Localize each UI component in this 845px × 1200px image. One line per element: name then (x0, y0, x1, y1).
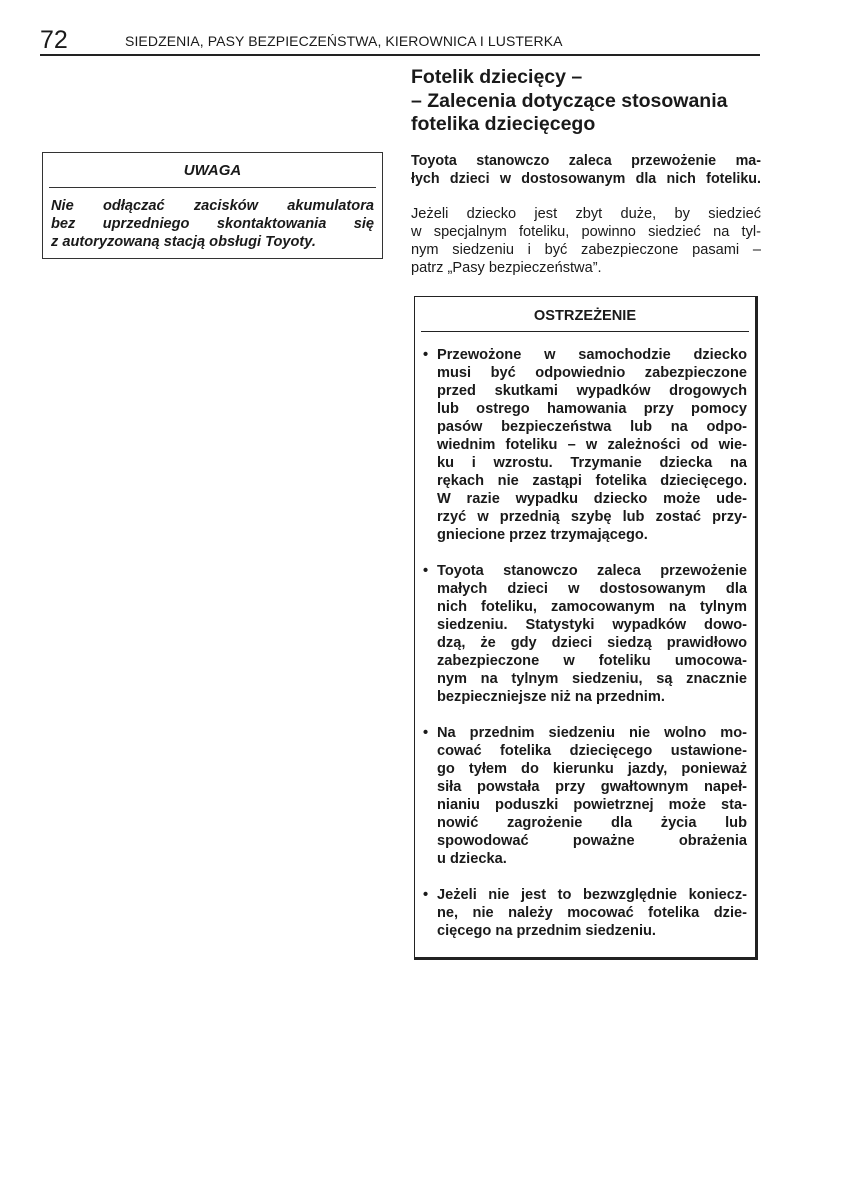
warning-item (423, 886, 747, 940)
warning-line: dzą, że gdy dzieci siedzą prawidłowo (437, 635, 747, 651)
warning-line: musi być odpowiednio zabezpieczone (437, 365, 747, 381)
warning-item (423, 724, 747, 868)
warning-heading: OSTRZEŻENIE (421, 305, 749, 332)
warning-line: gniecione przez trzymającego. (437, 527, 648, 543)
note-line: bez uprzedniego skontaktowania się (51, 216, 374, 232)
warning-line: rękach nie zastąpi fotelika dziecięcego. (437, 473, 747, 489)
note-text (51, 197, 374, 251)
note-heading: UWAGA (49, 161, 376, 188)
body-line: nym siedzeniu i być zabezpieczone pasami – (411, 242, 761, 258)
body-line: Jeżeli dziecko jest zbyt duże, by siedzieć (411, 206, 761, 222)
body-line: w specjalnym foteliku, powinno siedzieć na tyl- (411, 224, 761, 240)
warning-line: spowodować poważne obrażenia (437, 833, 747, 849)
warning-item-text (437, 562, 747, 706)
bullet-icon: • (423, 347, 429, 363)
warning-line: cięcego na przednim siedzeniu. (437, 923, 656, 939)
warning-line: nich foteliku, zamocowanym na tylnym (437, 599, 747, 615)
note-box (42, 152, 383, 259)
warning-line: wiednim foteliku – w zależności od wie- (437, 437, 747, 453)
warning-line: Jeżeli nie jest to bezwzględnie koniecz- (437, 887, 747, 903)
warning-line: bezpieczniejsze niż na przednim. (437, 689, 665, 705)
warning-line: u dziecka. (437, 851, 507, 867)
warning-line: cować fotelika dziecięcego ustawione- (437, 743, 747, 759)
bullet-icon: • (423, 563, 429, 579)
body-line: patrz „Pasy bezpieczeństwa”. (411, 260, 602, 276)
section-title (411, 66, 761, 137)
warning-line: zabezpieczone w foteliku umocowa- (437, 653, 747, 669)
chapter-title: SIEDZENIA, PASY BEZPIECZEŃSTWA, KIEROWNICA I LUSTERKA (125, 33, 563, 49)
note-line: z autoryzowaną stacją obsługi Toyoty. (51, 234, 316, 250)
warning-line: siła powstała przy gwałtownym napeł- (437, 779, 747, 795)
warning-line: ne, nie należy mocować fotelika dzie- (437, 905, 747, 921)
warning-item (423, 346, 747, 544)
warning-line: rzyć w przednią szybę lub zostać przy- (437, 509, 747, 525)
warning-line: małych dzieci w dostosowanym dla (437, 581, 747, 597)
warning-line: nianiu poduszki powietrznej może sta- (437, 797, 747, 813)
warning-item-text (437, 724, 747, 868)
warning-item (423, 562, 747, 706)
warning-line: Przewożone w samochodzie dziecko (437, 347, 747, 363)
bullet-icon: • (423, 887, 429, 903)
lead-line: Toyota stanowczo zaleca przewożenie ma- (411, 153, 761, 169)
lead-line: łych dzieci w dostosowanym dla nich foteliku. (411, 171, 761, 187)
page-header (40, 26, 760, 56)
warning-line: ku i wzrostu. Trzymanie dziecka na (437, 455, 747, 471)
warning-line: Na przednim siedzeniu nie wolno mo- (437, 725, 747, 741)
warning-line: Toyota stanowczo zaleca przewożenie (437, 563, 747, 579)
warning-item-text (437, 346, 747, 544)
body-paragraph (411, 205, 761, 277)
warning-item-text (437, 886, 747, 940)
note-line: Nie odłączać zacisków akumulatora (51, 198, 374, 214)
warning-line: nowić zagrożenie dla życia lub (437, 815, 747, 831)
warning-line: go tyłem do kierunku jazdy, ponieważ (437, 761, 747, 777)
lead-paragraph (411, 152, 761, 188)
warning-line: przed skutkami wypadków drogowych (437, 383, 747, 399)
section-title-line: – Zalecenia dotyczące stosowania (411, 89, 728, 112)
warning-line: siedzeniu. Statystyki wypadków dowo- (437, 617, 747, 633)
warning-line: W razie wypadku dziecko może ude- (437, 491, 747, 507)
section-title-line: Fotelik dziecięcy – (411, 66, 583, 88)
bullet-icon: • (423, 725, 429, 741)
section-title-line: fotelika dziecięcego (411, 113, 596, 135)
page-number: 72 (40, 26, 68, 54)
warning-box (414, 296, 758, 960)
warning-line: pasów bezpieczeństwa lub na odpo- (437, 419, 747, 435)
warning-line: nym na tylnym siedzeniu, są znacznie (437, 671, 747, 687)
warning-line: lub ostrego hamowania przy pomocy (437, 401, 747, 417)
